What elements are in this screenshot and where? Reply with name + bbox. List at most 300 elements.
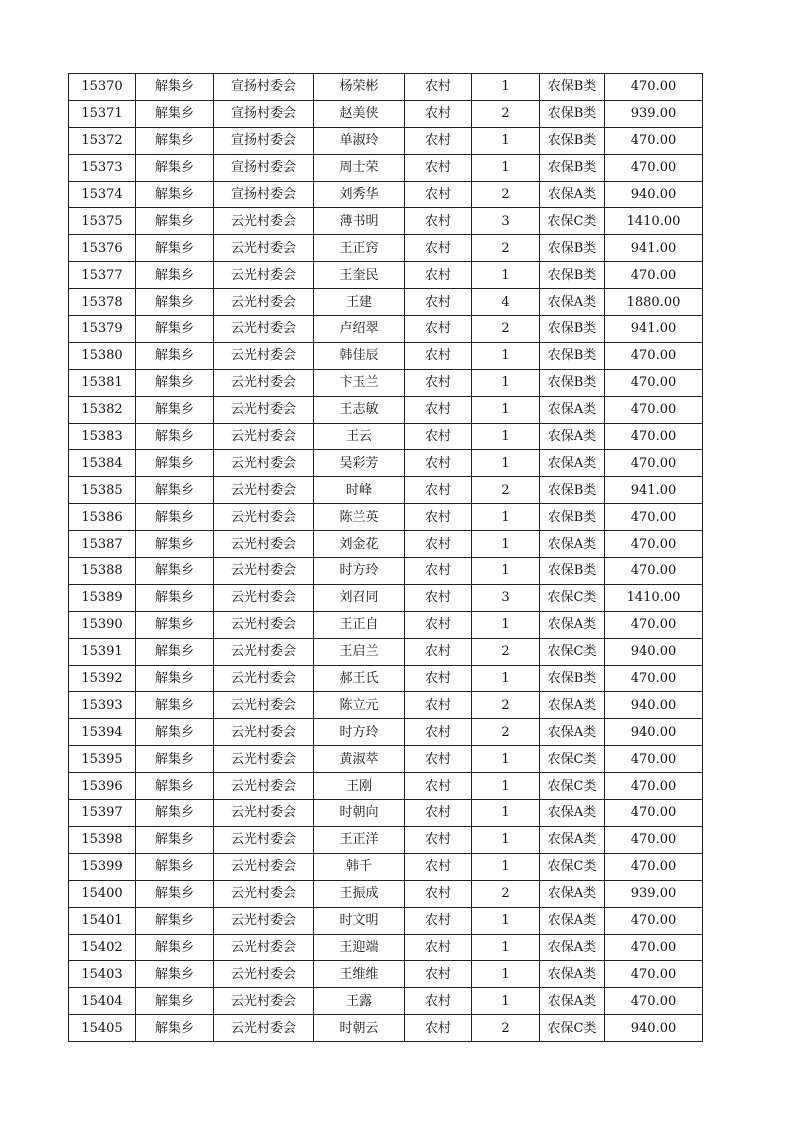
table-row: [69, 504, 703, 531]
household-count-cell: 1: [472, 531, 540, 558]
township-cell: 解集乡: [136, 100, 214, 127]
name-cell: 刘秀华: [314, 181, 405, 208]
table-row: [69, 181, 703, 208]
insurance-category-cell: 农保A类: [540, 907, 605, 934]
insurance-category-cell: 农保A类: [540, 423, 605, 450]
village-committee-cell: 宣扬村委会: [214, 154, 314, 181]
household-count-cell: 1: [472, 611, 540, 638]
township-cell: 解集乡: [136, 235, 214, 262]
insurance-category-cell: 农保C类: [540, 584, 605, 611]
insurance-category-cell: 农保C类: [540, 773, 605, 800]
record-id-cell: 15371: [69, 100, 136, 127]
record-id-cell: 15387: [69, 531, 136, 558]
table-row: [69, 800, 703, 827]
household-count-cell: 1: [472, 934, 540, 961]
name-cell: 时峰: [314, 477, 405, 504]
amount-cell: 939.00: [605, 100, 703, 127]
township-cell: 解集乡: [136, 1015, 214, 1042]
table-row: [69, 316, 703, 343]
table-row: [69, 907, 703, 934]
insurance-category-cell: 农保B类: [540, 74, 605, 101]
township-cell: 解集乡: [136, 289, 214, 316]
village-committee-cell: 云光村委会: [214, 1015, 314, 1042]
village-committee-cell: 云光村委会: [214, 665, 314, 692]
insurance-category-cell: 农保B类: [540, 262, 605, 289]
area-type-cell: 农村: [405, 558, 472, 585]
township-cell: 解集乡: [136, 934, 214, 961]
insurance-category-cell: 农保C类: [540, 1015, 605, 1042]
township-cell: 解集乡: [136, 208, 214, 235]
insurance-category-cell: 农保B类: [540, 665, 605, 692]
name-cell: 时文明: [314, 907, 405, 934]
record-id-cell: 15399: [69, 853, 136, 880]
area-type-cell: 农村: [405, 1015, 472, 1042]
record-id-cell: 15372: [69, 127, 136, 154]
township-cell: 解集乡: [136, 181, 214, 208]
village-committee-cell: 宣扬村委会: [214, 100, 314, 127]
amount-cell: 940.00: [605, 638, 703, 665]
insurance-category-cell: 农保C类: [540, 746, 605, 773]
record-id-cell: 15390: [69, 611, 136, 638]
name-cell: 刘金花: [314, 531, 405, 558]
household-count-cell: 2: [472, 1015, 540, 1042]
village-committee-cell: 云光村委会: [214, 853, 314, 880]
name-cell: 郝王氏: [314, 665, 405, 692]
record-id-cell: 15395: [69, 746, 136, 773]
insurance-category-cell: 农保A类: [540, 396, 605, 423]
township-cell: 解集乡: [136, 423, 214, 450]
village-committee-cell: 云光村委会: [214, 826, 314, 853]
amount-cell: 470.00: [605, 665, 703, 692]
amount-cell: 470.00: [605, 907, 703, 934]
record-id-cell: 15401: [69, 907, 136, 934]
table-row: [69, 342, 703, 369]
insurance-category-cell: 农保A类: [540, 961, 605, 988]
amount-cell: 940.00: [605, 1015, 703, 1042]
area-type-cell: 农村: [405, 853, 472, 880]
name-cell: 单淑玲: [314, 127, 405, 154]
name-cell: 王奎民: [314, 262, 405, 289]
area-type-cell: 农村: [405, 907, 472, 934]
amount-cell: 470.00: [605, 369, 703, 396]
household-count-cell: 2: [472, 100, 540, 127]
amount-cell: 470.00: [605, 504, 703, 531]
insurance-category-cell: 农保B类: [540, 558, 605, 585]
township-cell: 解集乡: [136, 773, 214, 800]
area-type-cell: 农村: [405, 638, 472, 665]
name-cell: 王建: [314, 289, 405, 316]
household-count-cell: 1: [472, 154, 540, 181]
township-cell: 解集乡: [136, 719, 214, 746]
township-cell: 解集乡: [136, 584, 214, 611]
village-committee-cell: 云光村委会: [214, 961, 314, 988]
household-count-cell: 1: [472, 127, 540, 154]
amount-cell: 941.00: [605, 477, 703, 504]
table-row: [69, 369, 703, 396]
village-committee-cell: 云光村委会: [214, 746, 314, 773]
insurance-category-cell: 农保B类: [540, 342, 605, 369]
amount-cell: 940.00: [605, 181, 703, 208]
insurance-category-cell: 农保C类: [540, 853, 605, 880]
township-cell: 解集乡: [136, 853, 214, 880]
table-row: [69, 773, 703, 800]
table-row: [69, 558, 703, 585]
record-id-cell: 15376: [69, 235, 136, 262]
village-committee-cell: 云光村委会: [214, 342, 314, 369]
household-count-cell: 1: [472, 800, 540, 827]
table-row: [69, 961, 703, 988]
name-cell: 王正窍: [314, 235, 405, 262]
table-row: [69, 100, 703, 127]
table-body: [69, 74, 703, 1042]
table-row: [69, 477, 703, 504]
area-type-cell: 农村: [405, 800, 472, 827]
township-cell: 解集乡: [136, 450, 214, 477]
table-row: [69, 692, 703, 719]
area-type-cell: 农村: [405, 773, 472, 800]
township-cell: 解集乡: [136, 692, 214, 719]
household-count-cell: 3: [472, 208, 540, 235]
insurance-category-cell: 农保B类: [540, 477, 605, 504]
insurance-category-cell: 农保B类: [540, 369, 605, 396]
record-id-cell: 15397: [69, 800, 136, 827]
insurance-category-cell: 农保C类: [540, 638, 605, 665]
table-row: [69, 235, 703, 262]
amount-cell: 470.00: [605, 450, 703, 477]
record-id-cell: 15379: [69, 316, 136, 343]
table-row: [69, 746, 703, 773]
name-cell: 王露: [314, 988, 405, 1015]
amount-cell: 470.00: [605, 826, 703, 853]
insurance-category-cell: 农保B类: [540, 154, 605, 181]
area-type-cell: 农村: [405, 423, 472, 450]
household-count-cell: 2: [472, 235, 540, 262]
table-row: [69, 450, 703, 477]
amount-cell: 470.00: [605, 988, 703, 1015]
amount-cell: 941.00: [605, 316, 703, 343]
name-cell: 卢绍翠: [314, 316, 405, 343]
insurance-category-cell: 农保A类: [540, 289, 605, 316]
household-count-cell: 1: [472, 826, 540, 853]
record-id-cell: 15382: [69, 396, 136, 423]
area-type-cell: 农村: [405, 477, 472, 504]
name-cell: 黄淑萃: [314, 746, 405, 773]
area-type-cell: 农村: [405, 934, 472, 961]
name-cell: 王刚: [314, 773, 405, 800]
table-row: [69, 154, 703, 181]
amount-cell: 470.00: [605, 342, 703, 369]
name-cell: 时方玲: [314, 719, 405, 746]
township-cell: 解集乡: [136, 880, 214, 907]
record-id-cell: 15391: [69, 638, 136, 665]
township-cell: 解集乡: [136, 558, 214, 585]
household-count-cell: 1: [472, 504, 540, 531]
area-type-cell: 农村: [405, 880, 472, 907]
insurance-category-cell: 农保B类: [540, 100, 605, 127]
household-count-cell: 1: [472, 558, 540, 585]
insurance-category-cell: 农保A类: [540, 988, 605, 1015]
amount-cell: 470.00: [605, 74, 703, 101]
table-row: [69, 396, 703, 423]
name-cell: 王维维: [314, 961, 405, 988]
record-id-cell: 15381: [69, 369, 136, 396]
township-cell: 解集乡: [136, 800, 214, 827]
name-cell: 卞玉兰: [314, 369, 405, 396]
record-id-cell: 15370: [69, 74, 136, 101]
insurance-category-cell: 农保A类: [540, 880, 605, 907]
household-count-cell: 1: [472, 853, 540, 880]
name-cell: 王迎端: [314, 934, 405, 961]
record-id-cell: 15380: [69, 342, 136, 369]
township-cell: 解集乡: [136, 127, 214, 154]
area-type-cell: 农村: [405, 692, 472, 719]
table-row: [69, 1015, 703, 1042]
insurance-category-cell: 农保B类: [540, 316, 605, 343]
insurance-category-cell: 农保B类: [540, 127, 605, 154]
record-id-cell: 15394: [69, 719, 136, 746]
name-cell: 杨荣彬: [314, 74, 405, 101]
household-count-cell: 2: [472, 880, 540, 907]
table-row: [69, 934, 703, 961]
area-type-cell: 农村: [405, 74, 472, 101]
village-committee-cell: 云光村委会: [214, 692, 314, 719]
name-cell: 刘召同: [314, 584, 405, 611]
table-row: [69, 289, 703, 316]
township-cell: 解集乡: [136, 746, 214, 773]
village-committee-cell: 云光村委会: [214, 369, 314, 396]
amount-cell: 1880.00: [605, 289, 703, 316]
name-cell: 王正洋: [314, 826, 405, 853]
village-committee-cell: 云光村委会: [214, 423, 314, 450]
village-committee-cell: 云光村委会: [214, 880, 314, 907]
village-committee-cell: 云光村委会: [214, 907, 314, 934]
household-count-cell: 1: [472, 988, 540, 1015]
area-type-cell: 农村: [405, 289, 472, 316]
amount-cell: 470.00: [605, 127, 703, 154]
table-row: [69, 719, 703, 746]
name-cell: 韩佳辰: [314, 342, 405, 369]
household-count-cell: 1: [472, 396, 540, 423]
village-committee-cell: 云光村委会: [214, 719, 314, 746]
household-count-cell: 1: [472, 369, 540, 396]
township-cell: 解集乡: [136, 611, 214, 638]
table-row: [69, 988, 703, 1015]
village-committee-cell: 云光村委会: [214, 800, 314, 827]
area-type-cell: 农村: [405, 504, 472, 531]
record-id-cell: 15373: [69, 154, 136, 181]
beneficiary-table: [68, 73, 703, 1042]
village-committee-cell: 云光村委会: [214, 262, 314, 289]
area-type-cell: 农村: [405, 988, 472, 1015]
area-type-cell: 农村: [405, 584, 472, 611]
record-id-cell: 15384: [69, 450, 136, 477]
insurance-category-cell: 农保A类: [540, 934, 605, 961]
name-cell: 王志敏: [314, 396, 405, 423]
household-count-cell: 1: [472, 423, 540, 450]
table-row: [69, 423, 703, 450]
name-cell: 吴彩芳: [314, 450, 405, 477]
village-committee-cell: 云光村委会: [214, 235, 314, 262]
area-type-cell: 农村: [405, 127, 472, 154]
table-row: [69, 665, 703, 692]
area-type-cell: 农村: [405, 611, 472, 638]
area-type-cell: 农村: [405, 531, 472, 558]
name-cell: 时朝向: [314, 800, 405, 827]
township-cell: 解集乡: [136, 531, 214, 558]
area-type-cell: 农村: [405, 826, 472, 853]
record-id-cell: 15403: [69, 961, 136, 988]
village-committee-cell: 云光村委会: [214, 934, 314, 961]
record-id-cell: 15393: [69, 692, 136, 719]
township-cell: 解集乡: [136, 396, 214, 423]
area-type-cell: 农村: [405, 235, 472, 262]
amount-cell: 470.00: [605, 773, 703, 800]
amount-cell: 470.00: [605, 531, 703, 558]
insurance-category-cell: 农保C类: [540, 208, 605, 235]
township-cell: 解集乡: [136, 74, 214, 101]
amount-cell: 470.00: [605, 262, 703, 289]
area-type-cell: 农村: [405, 342, 472, 369]
amount-cell: 470.00: [605, 853, 703, 880]
household-count-cell: 4: [472, 289, 540, 316]
village-committee-cell: 云光村委会: [214, 208, 314, 235]
table-row: [69, 74, 703, 101]
household-count-cell: 2: [472, 477, 540, 504]
amount-cell: 940.00: [605, 692, 703, 719]
amount-cell: 940.00: [605, 719, 703, 746]
table-row: [69, 208, 703, 235]
household-count-cell: 1: [472, 773, 540, 800]
name-cell: 时方玲: [314, 558, 405, 585]
household-count-cell: 1: [472, 450, 540, 477]
village-committee-cell: 云光村委会: [214, 584, 314, 611]
record-id-cell: 15386: [69, 504, 136, 531]
insurance-category-cell: 农保A类: [540, 450, 605, 477]
area-type-cell: 农村: [405, 746, 472, 773]
name-cell: 王启兰: [314, 638, 405, 665]
insurance-category-cell: 农保A类: [540, 611, 605, 638]
village-committee-cell: 宣扬村委会: [214, 74, 314, 101]
village-committee-cell: 云光村委会: [214, 638, 314, 665]
name-cell: 赵美侠: [314, 100, 405, 127]
amount-cell: 470.00: [605, 611, 703, 638]
table-row: [69, 584, 703, 611]
village-committee-cell: 云光村委会: [214, 396, 314, 423]
village-committee-cell: 云光村委会: [214, 450, 314, 477]
name-cell: 王云: [314, 423, 405, 450]
table-row: [69, 826, 703, 853]
household-count-cell: 1: [472, 74, 540, 101]
area-type-cell: 农村: [405, 450, 472, 477]
amount-cell: 470.00: [605, 934, 703, 961]
amount-cell: 941.00: [605, 235, 703, 262]
insurance-category-cell: 农保B类: [540, 235, 605, 262]
amount-cell: 470.00: [605, 746, 703, 773]
amount-cell: 939.00: [605, 880, 703, 907]
name-cell: 王正自: [314, 611, 405, 638]
record-id-cell: 15396: [69, 773, 136, 800]
household-count-cell: 3: [472, 584, 540, 611]
township-cell: 解集乡: [136, 907, 214, 934]
record-id-cell: 15374: [69, 181, 136, 208]
household-count-cell: 1: [472, 665, 540, 692]
township-cell: 解集乡: [136, 154, 214, 181]
village-committee-cell: 云光村委会: [214, 558, 314, 585]
village-committee-cell: 云光村委会: [214, 289, 314, 316]
record-id-cell: 15398: [69, 826, 136, 853]
village-committee-cell: 云光村委会: [214, 504, 314, 531]
township-cell: 解集乡: [136, 316, 214, 343]
township-cell: 解集乡: [136, 988, 214, 1015]
area-type-cell: 农村: [405, 396, 472, 423]
area-type-cell: 农村: [405, 208, 472, 235]
amount-cell: 470.00: [605, 154, 703, 181]
record-id-cell: 15388: [69, 558, 136, 585]
village-committee-cell: 云光村委会: [214, 773, 314, 800]
name-cell: 时朝云: [314, 1015, 405, 1042]
insurance-category-cell: 农保A类: [540, 181, 605, 208]
household-count-cell: 2: [472, 719, 540, 746]
record-id-cell: 15377: [69, 262, 136, 289]
table-row: [69, 853, 703, 880]
insurance-category-cell: 农保A类: [540, 719, 605, 746]
record-id-cell: 15383: [69, 423, 136, 450]
area-type-cell: 农村: [405, 719, 472, 746]
area-type-cell: 农村: [405, 316, 472, 343]
household-count-cell: 2: [472, 692, 540, 719]
township-cell: 解集乡: [136, 961, 214, 988]
household-count-cell: 1: [472, 746, 540, 773]
village-committee-cell: 云光村委会: [214, 531, 314, 558]
table-row: [69, 880, 703, 907]
village-committee-cell: 云光村委会: [214, 988, 314, 1015]
household-count-cell: 1: [472, 342, 540, 369]
area-type-cell: 农村: [405, 665, 472, 692]
area-type-cell: 农村: [405, 100, 472, 127]
township-cell: 解集乡: [136, 638, 214, 665]
insurance-category-cell: 农保A类: [540, 692, 605, 719]
township-cell: 解集乡: [136, 369, 214, 396]
name-cell: 陈立元: [314, 692, 405, 719]
name-cell: 王振成: [314, 880, 405, 907]
table-row: [69, 262, 703, 289]
township-cell: 解集乡: [136, 504, 214, 531]
record-id-cell: 15400: [69, 880, 136, 907]
table-row: [69, 127, 703, 154]
name-cell: 薄书明: [314, 208, 405, 235]
record-id-cell: 15378: [69, 289, 136, 316]
amount-cell: 470.00: [605, 800, 703, 827]
village-committee-cell: 云光村委会: [214, 611, 314, 638]
amount-cell: 470.00: [605, 396, 703, 423]
township-cell: 解集乡: [136, 477, 214, 504]
township-cell: 解集乡: [136, 342, 214, 369]
household-count-cell: 2: [472, 316, 540, 343]
name-cell: 周士荣: [314, 154, 405, 181]
household-count-cell: 1: [472, 262, 540, 289]
amount-cell: 470.00: [605, 558, 703, 585]
amount-cell: 1410.00: [605, 208, 703, 235]
table-row: [69, 638, 703, 665]
area-type-cell: 农村: [405, 961, 472, 988]
record-id-cell: 15404: [69, 988, 136, 1015]
area-type-cell: 农村: [405, 154, 472, 181]
record-id-cell: 15385: [69, 477, 136, 504]
household-count-cell: 2: [472, 638, 540, 665]
area-type-cell: 农村: [405, 262, 472, 289]
village-committee-cell: 云光村委会: [214, 316, 314, 343]
household-count-cell: 1: [472, 961, 540, 988]
